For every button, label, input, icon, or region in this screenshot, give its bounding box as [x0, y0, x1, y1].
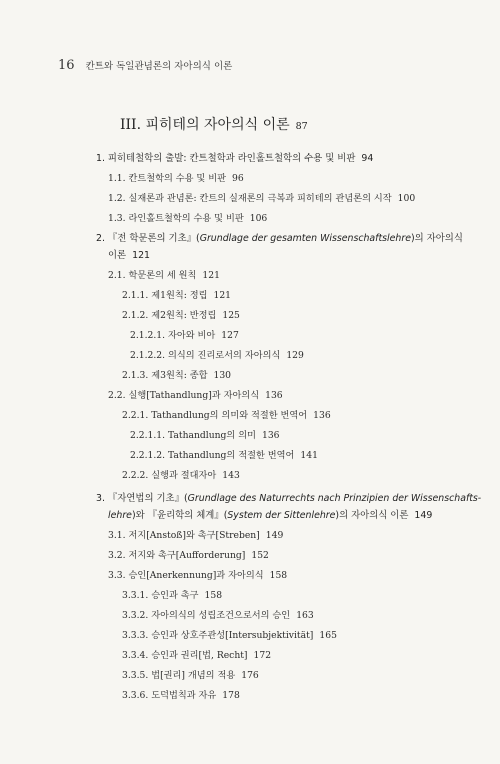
toc-entry: 3.3.3. 승인과 상호주관성[Intersubjektivität] 165 [122, 630, 337, 641]
toc-entry: 2.1. 학문론의 세 원칙 121 [108, 270, 220, 281]
toc-entry: 1.2. 실재론과 관념론: 칸트의 실재론의 극복과 피히테의 관념론의 시작 100 [108, 193, 416, 204]
toc-entry: 2.1.2.2. 의식의 진리로서의 자아의식 129 [130, 350, 304, 361]
toc-entry: 2.2.1. Tathandlung의 의미와 적절한 번역어 136 [122, 410, 331, 421]
toc-entry: 2.1.1. 제1원칙: 정립 121 [122, 290, 232, 301]
toc-entry: 3.3.4. 승인과 권리[법, Recht] 172 [122, 650, 272, 661]
toc-entry: 2.2.2. 실행과 절대자아 143 [122, 470, 240, 481]
toc-entry: 1.1. 칸트철학의 수용 및 비판 96 [108, 173, 244, 184]
toc-entry: 2.1.3. 제3원칙: 종합 130 [122, 370, 232, 381]
toc-entry: lehre)와 『윤리학의 체계』(System der Sittenlehre)의 자아의식 이론 149 [108, 510, 433, 521]
toc-entry: 2. 『전 학문론의 기초』(Grundlage der gesamten Wissenschaftslehre)의 자아의식 [96, 233, 463, 244]
toc-entry: 3.1. 저지[Anstoß]와 촉구[Streben] 149 [108, 530, 284, 541]
toc-entry: 2.2.1.2. Tathandlung의 적절한 번역어 141 [130, 450, 318, 461]
toc-entry: 2.1.2. 제2원칙: 반정립 125 [122, 310, 240, 321]
toc-entry: 3. 『자연법의 기초』(Grundlage des Naturrechts nach Prinzipien der Wissenschafts- [96, 493, 482, 504]
toc-entry: 1.3. 라인홀트철학의 수용 및 비판 106 [108, 213, 268, 224]
toc-entry: 2.1.2.1. 자아와 비아 127 [130, 330, 239, 341]
toc-entry: 3.3.5. 법[권리] 개념의 적용 176 [122, 670, 259, 681]
toc-entry: 3.3.1. 승인과 촉구 158 [122, 590, 223, 601]
section-title-text: III. 피히테의 자아의식 이론 [120, 117, 290, 133]
section-page: 87 [295, 121, 308, 132]
toc-entry: 3.3.2. 자아의식의 성립조건으로서의 승인 163 [122, 610, 314, 621]
running-title: 칸트와 독일관념론의 자아의식 이론 [85, 61, 233, 72]
toc-entry: 2.2.1.1. Tathandlung의 의미 136 [130, 430, 280, 441]
page-number: 16 [58, 58, 75, 73]
toc-entry: 이론 121 [108, 250, 151, 261]
toc-entry: 1. 피히테철학의 출발: 칸트철학과 라인홀트철학의 수용 및 비판 94 [96, 153, 374, 164]
toc-entry: 2.2. 실행[Tathandlung]과 자아의식 136 [108, 390, 283, 401]
section-title [120, 114, 308, 134]
toc-entry: 3.2. 저지와 촉구[Aufforderung] 152 [108, 550, 269, 561]
toc-entry: 3.3.6. 도덕법칙과 자유 178 [122, 690, 240, 701]
running-head [58, 58, 232, 73]
toc-entry: 3.3. 승인[Anerkennung]과 자아의식 158 [108, 570, 288, 581]
